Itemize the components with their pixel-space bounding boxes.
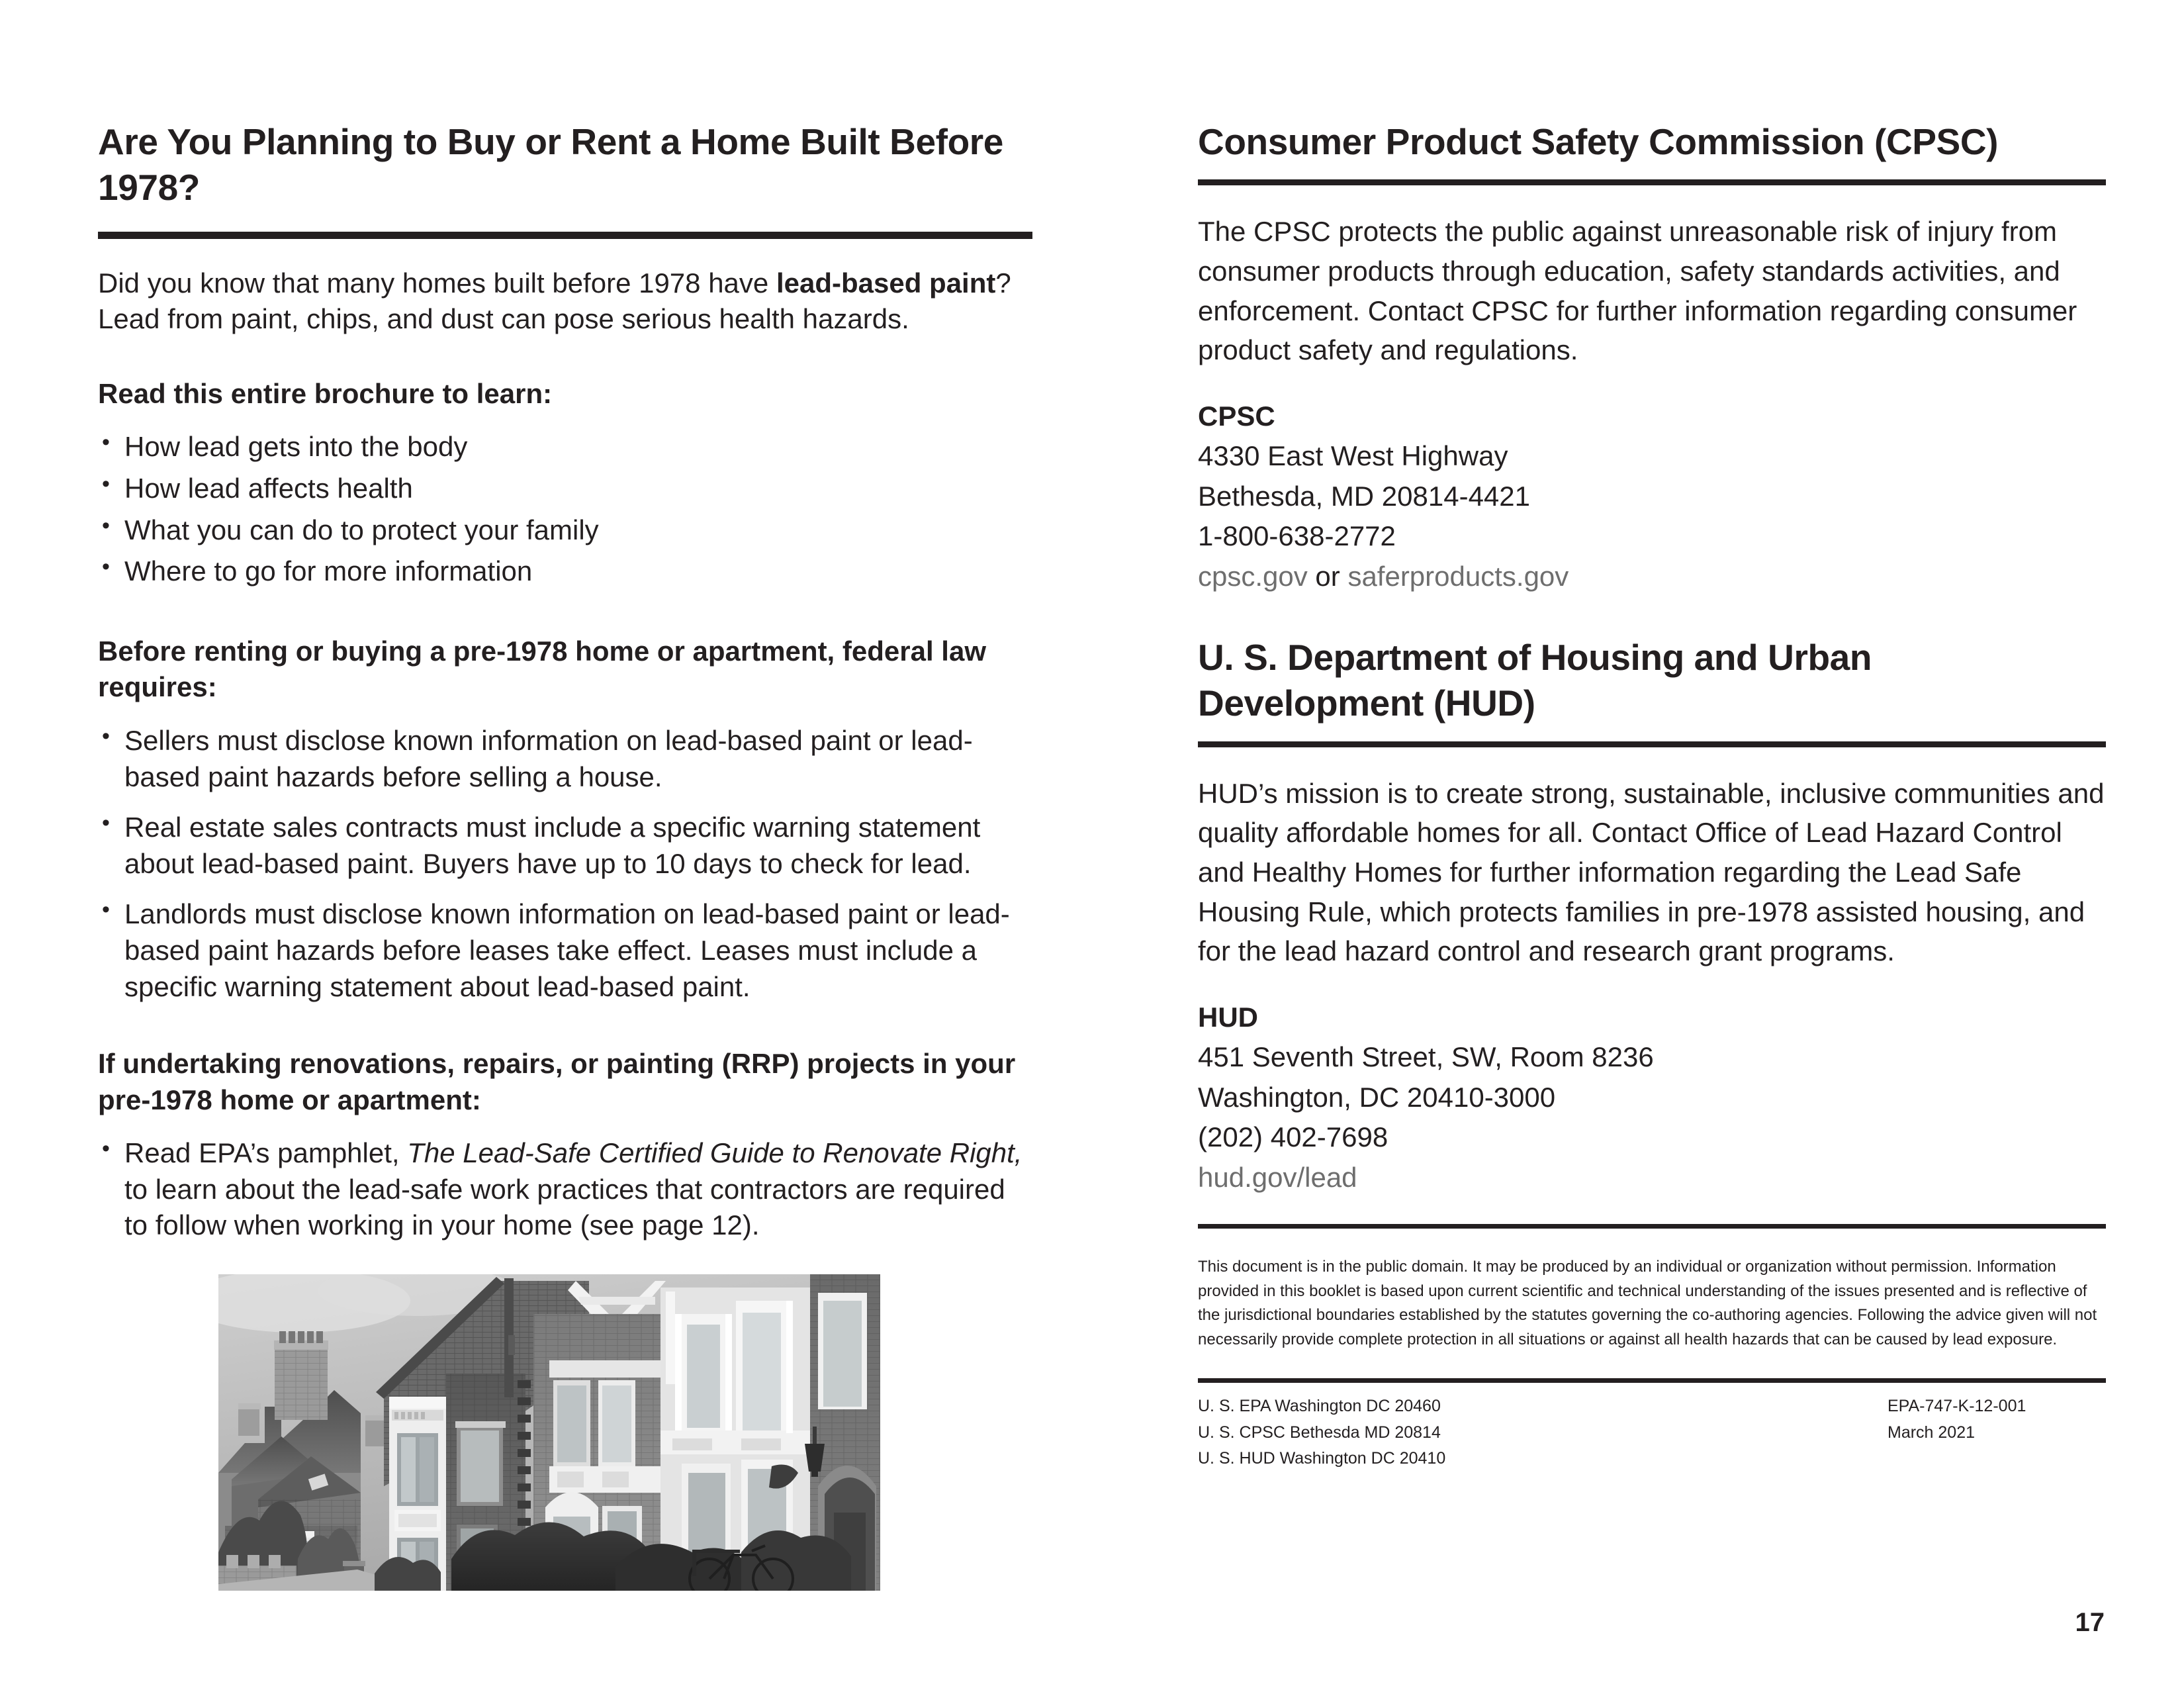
hud-address-block <box>1198 998 2106 1197</box>
intro-text-pre: Did you know that many homes built before 1978 have <box>98 267 776 299</box>
cpsc-street: 4330 East West Highway <box>1198 440 1508 472</box>
learn-list <box>98 429 1032 589</box>
imprint-publication <box>1888 1393 2106 1472</box>
page-title: Are You Planning to Buy or Rent a Home Built Before 1978? <box>98 121 1003 209</box>
intro-text-bold: lead-based paint <box>776 267 996 299</box>
list-item: • How lead affects health <box>98 471 1032 507</box>
cpsc-phone: 1-800-638-2772 <box>1198 520 1396 552</box>
rrp-heading: If undertaking renovations, repairs, or painting (RRP) projects in your pre-1978 home or apartment: <box>98 1048 1016 1115</box>
saferproducts-gov-link[interactable]: saferproducts.gov <box>1347 560 1569 592</box>
cpsc-heading: Consumer Product Safety Commission (CPSC) <box>1198 121 1999 162</box>
imprint-divider <box>1198 1378 2106 1383</box>
cpsc-address-block <box>1198 397 2106 596</box>
cpsc-gov-link[interactable]: cpsc.gov <box>1198 560 1308 592</box>
imprint-block <box>1198 1393 2106 1472</box>
publication-date: March 2021 <box>1888 1423 1976 1442</box>
disclaimer-divider-top <box>1198 1224 2106 1229</box>
hud-phone: (202) 402-7698 <box>1198 1121 1388 1153</box>
list-item <box>98 1135 1032 1244</box>
imprint-agencies <box>1198 1393 1445 1472</box>
intro-text-post: ? Lead from paint, chips, and dust can pose serious health hazards. <box>98 267 1011 335</box>
pamphlet-title: The Lead-Safe Certified Guide to Renovate Right, <box>407 1137 1023 1169</box>
cpsc-description: The CPSC protects the public against unreasonable risk of injury from consumer products through education, safety standards activities, and enforcement. Contact CPSC for further information regarding consumer product safety and regulations. <box>1198 216 2077 366</box>
imprint-cpsc: U. S. CPSC Bethesda MD 20814 <box>1198 1423 1441 1442</box>
list-item: • How lead gets into the body <box>98 429 1032 465</box>
hud-description: HUD’s mission is to create strong, sustainable, inclusive communities and quality affordable homes for all. Contact Office of Lead Hazard Control and Healthy Homes for further information regarding the Lead Safe Housing Rule, which protects families in pre-1978 assisted housing, and for the lead hazard control and research grant programs. <box>1198 777 2105 967</box>
list-item: • What you can do to protect your family <box>98 512 1032 549</box>
imprint-hud: U. S. HUD Washington DC 20410 <box>1198 1449 1446 1468</box>
left-column <box>98 119 1032 1255</box>
list-item: • Sellers must disclose known information on lead-based paint or lead-based paint hazards before selling a house. <box>98 723 1032 795</box>
photo-illustration <box>218 1274 880 1591</box>
link-conjunction: or <box>1307 560 1348 592</box>
imprint-epa: U. S. EPA Washington DC 20460 <box>1198 1397 1441 1416</box>
terraced-houses-photo <box>218 1274 880 1591</box>
rrp-text-post: to learn about the lead-safe work practices that contractors are required to follow when working in your home (see page 12). <box>124 1173 1005 1241</box>
learn-heading: Read this entire brochure to learn: <box>98 377 553 409</box>
hud-heading: U. S. Department of Housing and Urban Development (HUD) <box>1198 637 1872 724</box>
right-column <box>1198 119 2106 1472</box>
hud-gov-lead-link[interactable]: hud.gov/lead <box>1198 1161 1357 1193</box>
page-number: 17 <box>2075 1608 2105 1637</box>
hud-divider <box>1198 741 2106 747</box>
public-domain-disclaimer: This document is in the public domain. It may be produced by an individual or organization without permission. Information provided in this booklet is based upon current scientific and technical understanding of the issues presented and is reflective of the jurisdictional boundaries established by the statutes governing the co-authoring agencies. Following the advice given will not necessarily provide complete protection in all situations or against all health hazards that can be caused by lead exposure. <box>1198 1258 2097 1348</box>
list-item: • Real estate sales contracts must include a specific warning statement about lead-based paint. Buyers have up to 10 days to check for lead. <box>98 810 1032 882</box>
title-divider <box>98 232 1032 239</box>
hud-org-name: HUD <box>1198 1001 1258 1033</box>
list-item: • Landlords must disclose known information on lead-based paint or lead-based paint hazards before leases take effect. Leases must include a specific warning statement about lead-based paint. <box>98 896 1032 1005</box>
federal-law-heading: Before renting or buying a pre-1978 home or apartment, federal law requires: <box>98 635 986 703</box>
publication-number: EPA-747-K-12-001 <box>1888 1397 2026 1416</box>
cpsc-divider <box>1198 179 2106 185</box>
list-item: • Where to go for more information <box>98 553 1032 590</box>
rrp-list <box>98 1135 1032 1244</box>
hud-city-state-zip: Washington, DC 20410-3000 <box>1198 1081 1556 1113</box>
intro-paragraph <box>98 265 1032 338</box>
cpsc-city-state-zip: Bethesda, MD 20814-4421 <box>1198 480 1531 512</box>
federal-law-list <box>98 723 1032 1005</box>
hud-street: 451 Seventh Street, SW, Room 8236 <box>1198 1041 1654 1073</box>
rrp-text-pre: Read EPA’s pamphlet, <box>124 1137 408 1169</box>
cpsc-links <box>1198 557 2106 596</box>
cpsc-org-name: CPSC <box>1198 400 1275 432</box>
